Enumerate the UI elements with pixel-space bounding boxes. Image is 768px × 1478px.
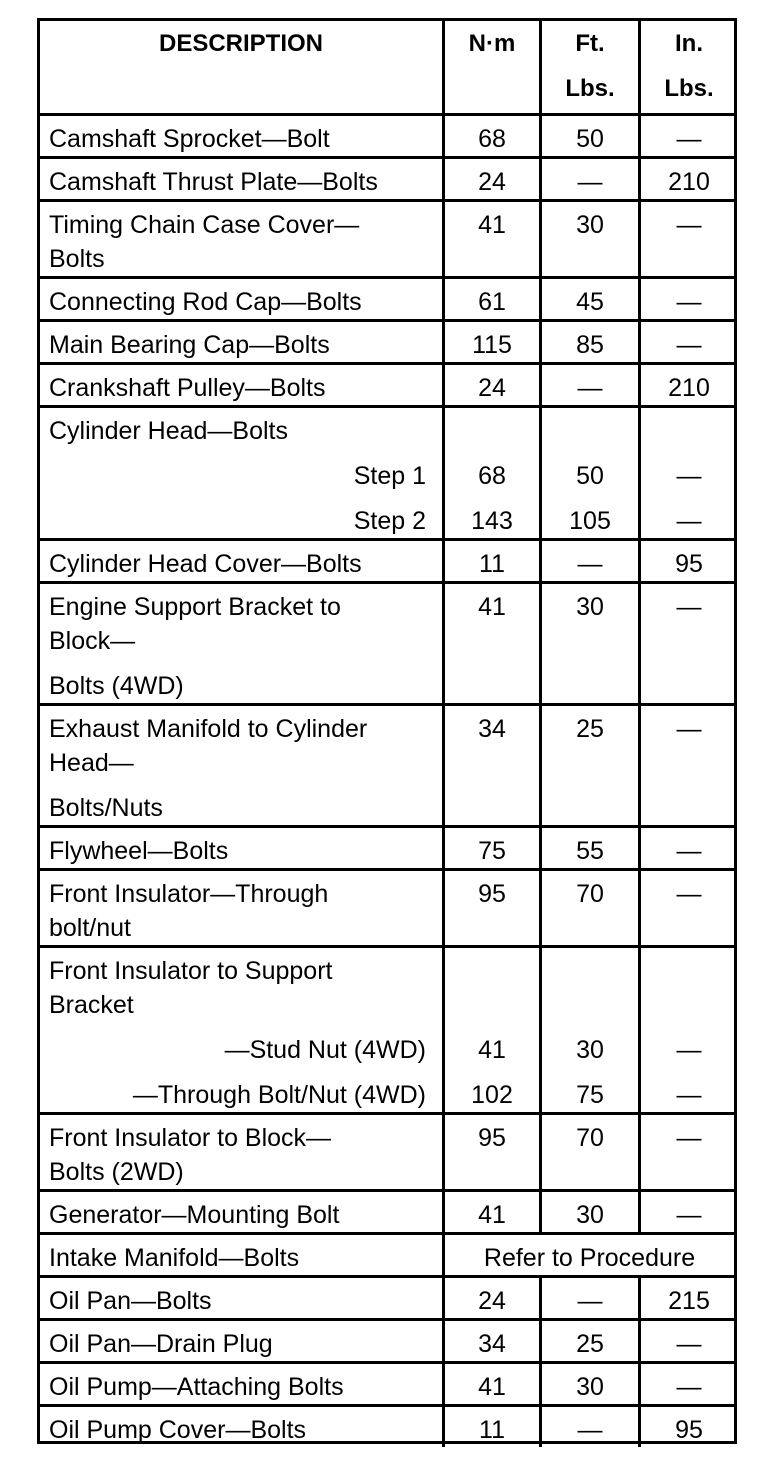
cell-description: Connecting Rod Cap—Bolts [49,288,362,316]
table-row [40,319,734,362]
col-divider [638,159,641,199]
col-divider [638,828,641,868]
cell-ft-lbs: — [577,374,603,402]
col-divider [638,116,641,156]
cell-in-lbs: — [676,462,702,490]
header-ft-lbs-line1: Ft. [575,30,605,57]
cell-description: Bolts [49,245,105,273]
table-row [40,1275,734,1318]
cell-nm: 68 [478,125,506,153]
cell-description: Bolts/Nuts [49,794,163,822]
cell-ft-lbs: 50 [576,125,604,153]
col-divider [539,322,542,362]
header-row [40,21,734,113]
cell-in-lbs: 95 [675,1416,703,1444]
cell-in-lbs: — [676,288,702,316]
table-row [40,276,734,319]
cell-description: Oil Pump Cover—Bolts [49,1416,307,1444]
col-divider [442,541,445,581]
col-divider [638,1321,641,1361]
cell-ft-lbs: 70 [576,880,604,908]
cell-description: Oil Pan—Drain Plug [49,1330,273,1358]
table-row [40,868,734,945]
col-divider [539,706,542,825]
col-divider [638,279,641,319]
cell-ft-lbs: 30 [576,1036,604,1064]
cell-nm: 24 [478,374,506,402]
col-divider [638,584,641,703]
header-nm: N·m [468,30,516,57]
table-row [40,945,734,1112]
col-divider [539,159,542,199]
col-divider [539,541,542,581]
cell-in-lbs: 215 [668,1287,710,1315]
col-divider [442,1235,445,1275]
cell-description: Oil Pan—Bolts [49,1287,212,1315]
col-divider [638,871,641,945]
cell-nm: 41 [478,593,506,621]
cell-description: Front Insulator to Support [49,957,333,985]
col-divider [638,1364,641,1404]
cell-ft-lbs: — [577,1416,603,1444]
cell-description: Front Insulator—Through [49,880,329,908]
col-divider [539,408,542,538]
cell-nm: 34 [478,715,506,743]
col-divider [442,1115,445,1189]
col-divider [638,1192,641,1232]
col-divider [442,1192,445,1232]
cell-nm: 102 [471,1081,513,1109]
col-divider [442,116,445,156]
cell-nm: 34 [478,1330,506,1358]
cell-description: Bolts (4WD) [49,672,184,700]
cell-nm: 24 [478,168,506,196]
table-row [40,113,734,156]
col-divider [442,365,445,405]
table-row [40,703,734,825]
col-divider [539,1407,542,1447]
col-divider [539,1321,542,1361]
cell-description: Block— [49,627,136,655]
cell-description: bolt/nut [49,914,132,942]
cell-description: Engine Support Bracket to [49,593,341,621]
table-row [40,538,734,581]
cell-description: Head— [49,749,134,777]
col-divider [442,1407,445,1447]
table-row [40,405,734,538]
col-divider [539,279,542,319]
cell-in-lbs: — [676,715,702,743]
cell-description: Cylinder Head Cover—Bolts [49,550,362,578]
cell-description: Bolts (2WD) [49,1158,184,1186]
col-divider [442,202,445,276]
col-divider [442,1278,445,1318]
col-divider [539,871,542,945]
col-divider [442,322,445,362]
cell-nm: 61 [478,288,506,316]
cell-nm: 11 [479,550,505,578]
cell-ft-lbs: 45 [576,288,604,316]
col-divider [539,365,542,405]
col-divider [638,408,641,538]
cell-in-lbs: — [676,1081,702,1109]
cell-nm: 68 [478,462,506,490]
col-divider [539,202,542,276]
table-row [40,1361,734,1404]
col-divider [442,871,445,945]
col-divider [442,159,445,199]
cell-ft-lbs: 25 [576,715,604,743]
cell-description: Generator—Mounting Bolt [49,1201,340,1229]
cell-ft-lbs: 75 [576,1081,604,1109]
cell-nm: 11 [479,1416,505,1444]
col-divider [539,1192,542,1232]
cell-ft-lbs: 70 [576,1124,604,1152]
cell-ft-lbs: 30 [576,1201,604,1229]
col-divider [638,948,641,1112]
cell-nm: 95 [478,1124,506,1152]
cell-nm: 143 [471,507,513,535]
cell-description: Crankshaft Pulley—Bolts [49,374,326,402]
cell-in-lbs: — [676,331,702,359]
cell-in-lbs: — [676,211,702,239]
cell-in-lbs: — [676,125,702,153]
cell-description: Camshaft Thrust Plate—Bolts [49,168,378,196]
table-row [40,156,734,199]
cell-in-lbs: — [676,1036,702,1064]
cell-ft-lbs: 30 [576,593,604,621]
table-row [40,1112,734,1189]
cell-ft-lbs: 55 [576,837,604,865]
cell-nm: 41 [478,1201,506,1229]
col-divider [442,1364,445,1404]
table-row [40,199,734,276]
col-divider [539,948,542,1112]
col-divider [638,202,641,276]
cell-nm: 41 [478,1373,506,1401]
cell-ft-lbs: 50 [576,462,604,490]
header-description: DESCRIPTION [158,30,323,57]
col-divider [539,116,542,156]
table-row [40,825,734,868]
table-row [40,1404,734,1447]
cell-merged-value: Refer to Procedure [483,1244,696,1272]
cell-step-label: —Through Bolt/Nut (4WD) [132,1081,426,1109]
header-in-lbs-line2: Lbs. [664,75,714,102]
cell-nm: 24 [478,1287,506,1315]
table-row [40,1189,734,1232]
cell-in-lbs: — [676,837,702,865]
cell-description: Bracket [49,991,134,1019]
cell-step-label: Step 2 [353,507,426,535]
col-divider [442,828,445,868]
col-divider [539,584,542,703]
cell-description: Flywheel—Bolts [49,837,229,865]
cell-in-lbs: — [676,1330,702,1358]
torque-specifications-table [37,18,737,1444]
col-divider [442,1321,445,1361]
header-in-lbs-line1: In. [675,30,703,57]
cell-ft-lbs: 85 [576,331,604,359]
col-divider [442,408,445,538]
col-divider [638,322,641,362]
table-row [40,362,734,405]
table-row [40,1232,734,1275]
cell-description: Intake Manifold—Bolts [49,1244,300,1272]
cell-description: Timing Chain Case Cover— [49,211,360,239]
cell-ft-lbs: 25 [576,1330,604,1358]
cell-description: Main Bearing Cap—Bolts [49,331,330,359]
cell-in-lbs: — [676,880,702,908]
cell-description: Front Insulator to Block— [49,1124,332,1152]
col-divider [539,828,542,868]
col-divider [539,1364,542,1404]
table-row [40,1318,734,1361]
col-divider [638,1407,641,1447]
table-row [40,581,734,703]
cell-in-lbs: 95 [675,550,703,578]
cell-nm: 115 [472,331,512,359]
col-divider [442,948,445,1112]
cell-description: Cylinder Head—Bolts [49,417,288,445]
cell-in-lbs: 210 [668,168,710,196]
col-divider [638,706,641,825]
col-divider [638,1115,641,1189]
cell-ft-lbs: — [577,1287,603,1315]
cell-step-label: Step 1 [353,462,426,490]
cell-in-lbs: — [676,507,702,535]
cell-description: Exhaust Manifold to Cylinder [49,715,368,743]
cell-nm: 41 [478,1036,506,1064]
col-divider [442,584,445,703]
cell-in-lbs: — [676,593,702,621]
cell-in-lbs: — [676,1373,702,1401]
cell-step-label: —Stud Nut (4WD) [224,1036,426,1064]
col-divider [539,1278,542,1318]
cell-ft-lbs: — [577,168,603,196]
cell-in-lbs: 210 [668,374,710,402]
col-divider [442,279,445,319]
cell-ft-lbs: 30 [576,211,604,239]
col-divider [638,541,641,581]
col-divider [638,365,641,405]
header-ft-lbs-line2: Lbs. [565,75,615,102]
cell-nm: 75 [478,837,506,865]
cell-nm: 95 [478,880,506,908]
cell-ft-lbs: 30 [576,1373,604,1401]
cell-in-lbs: — [676,1201,702,1229]
cell-ft-lbs: 105 [569,507,611,535]
col-divider [638,1278,641,1318]
cell-description: Camshaft Sprocket—Bolt [49,125,330,153]
col-divider [442,706,445,825]
cell-in-lbs: — [676,1124,702,1152]
cell-nm: 41 [478,211,506,239]
cell-description: Oil Pump—Attaching Bolts [49,1373,344,1401]
cell-ft-lbs: — [577,550,603,578]
col-divider [539,1115,542,1189]
